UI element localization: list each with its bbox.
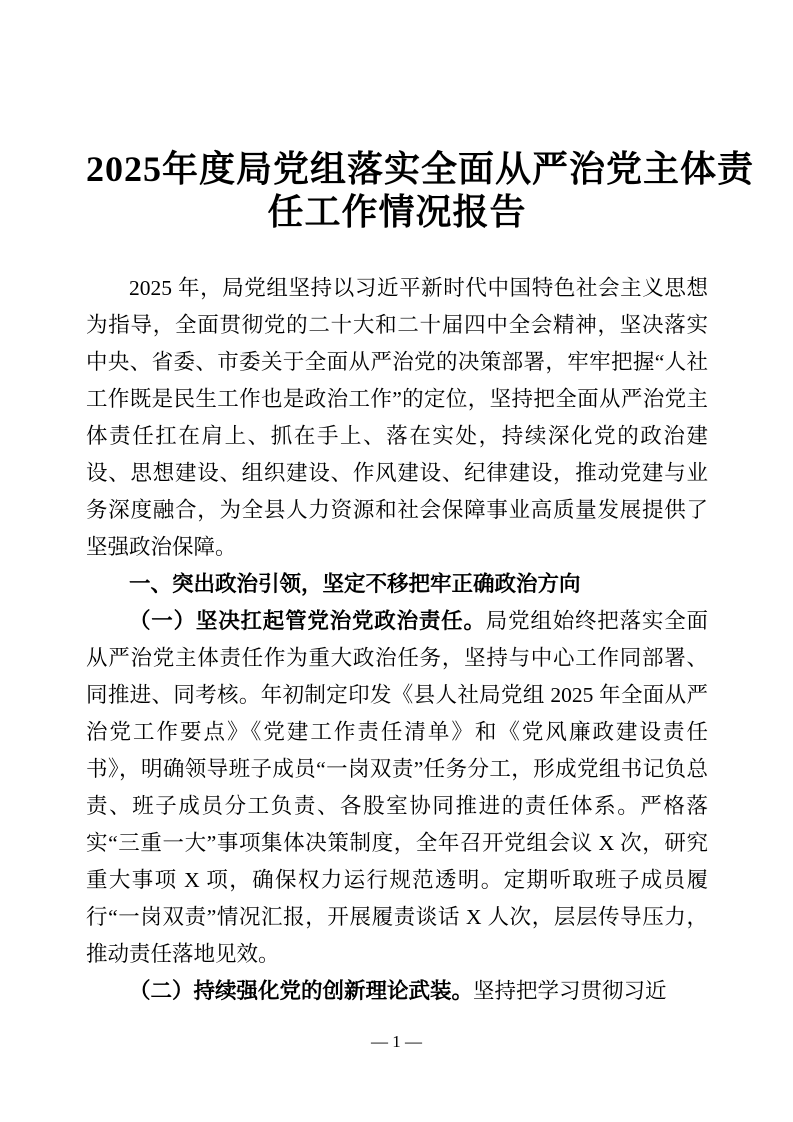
document-title-line1: 2025年度局党组落实全面从严治党主体责	[86, 149, 755, 189]
document-title-line2: 任工作情况报告	[267, 192, 527, 232]
item-2-lead: （二）持续强化党的创新理论武装。	[129, 979, 474, 1003]
item-2-paragraph	[86, 973, 708, 1010]
page-number: — 1 —	[371, 1032, 422, 1051]
item-2-text: 坚持把学习贯彻习近	[473, 979, 667, 1003]
intro-paragraph: 2025 年，局党组坚持以习近平新时代中国特色社会主义思想为指导，全面贯彻党的二十大和二十届四中全会精神，坚决落实中央、省委、市委关于全面从严治党的决策部署，牢牢把握“人社工作既是民生工作也是政治工作”的定位，坚持把全面从严治党主体责任扛在肩上、抓在手上、落在实处，持续深化党的政治建设、思想建设、组织建设、作风建设、纪律建设，推动党建与业务深度融合，为全县人力资源和社会保障事业高质量发展提供了坚强政治保障。	[86, 276, 708, 559]
item-1-paragraph	[86, 603, 708, 973]
document-title	[86, 148, 755, 234]
section-1-heading: 一、突出政治引领，坚定不移把牢正确政治方向	[129, 572, 581, 596]
item-1-text: 局党组始终把落实全面从严治党主体责任作为重大政治任务，坚持与中心工作同部署、同推进、同考核。年初制定印发《县人社局党组 2025 年全面从严治党工作要点》《党建工作责任清单》和《党风廉政建设责任书》，明确领导班子成员“一岗双责”任务分工，形成党组书记负总责、班子成员分工负责、各股室协同推进的责任体系。严格落实“三重一大”事项集体决策制度，全年召开党组会议 X 次，研究重大事项 X 项，确保权力运行规范透明。定期听取班子成员履行“一岗双责”情况汇报，开展履责谈话 X 人次，层层传导压力，推动责任落地见效。	[86, 609, 708, 966]
item-1-lead: （一）坚决扛起管党治党政治责任。	[129, 609, 486, 633]
